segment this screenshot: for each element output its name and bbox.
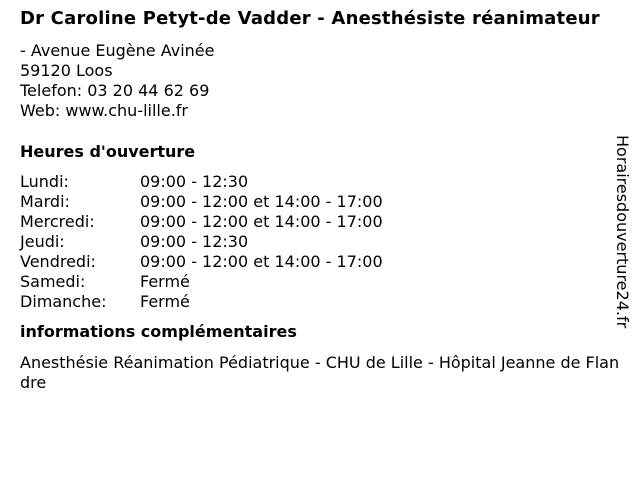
- info-text: Anesthésie Réanimation Pédiatrique - CHU de Lille - Hôpital Jeanne de Flandre: [20, 353, 620, 392]
- hours-row-mercredi: [20, 212, 610, 232]
- hours-time: Fermé: [140, 272, 190, 291]
- site-brand-label: Horairesdouverture24.fr: [613, 135, 632, 329]
- hours-row-mardi: [20, 192, 610, 212]
- website-link[interactable]: www.chu-lille.fr: [65, 101, 189, 120]
- hours-row-dimanche: [20, 292, 610, 312]
- hours-day: Dimanche:: [20, 292, 107, 311]
- hours-day: Lundi:: [20, 172, 69, 191]
- hours-row-samedi: [20, 272, 610, 292]
- website-line: [20, 101, 610, 121]
- hours-time: 09:00 - 12:30: [140, 172, 249, 191]
- hours-table: [20, 172, 610, 312]
- website-label: Web:: [20, 101, 66, 120]
- hours-time: 09:00 - 12:30: [140, 232, 249, 251]
- address-block: [20, 41, 610, 121]
- business-listing: [20, 8, 620, 393]
- hours-time: 09:00 - 12:00 et 14:00 - 17:00: [140, 252, 383, 271]
- hours-time: Fermé: [140, 292, 190, 311]
- hours-heading: Heures d'ouverture: [20, 142, 196, 161]
- hours-day: Mardi:: [20, 192, 70, 211]
- hours-time: 09:00 - 12:00 et 14:00 - 17:00: [140, 212, 383, 231]
- city-address: 59120 Loos: [20, 61, 113, 80]
- hours-row-lundi: [20, 172, 610, 192]
- street-address: - Avenue Eugène Avinée: [20, 41, 215, 60]
- hours-day: Jeudi:: [20, 232, 65, 251]
- hours-row-vendredi: [20, 252, 610, 272]
- hours-day: Samedi:: [20, 272, 86, 291]
- page-title: Dr Caroline Petyt-de Vadder - Anesthésiste réanimateur: [20, 8, 600, 29]
- hours-day: Vendredi:: [20, 252, 96, 271]
- phone-number[interactable]: Telefon: 03 20 44 62 69: [20, 81, 210, 100]
- info-heading: informations complémentaires: [20, 322, 297, 341]
- hours-day: Mercredi:: [20, 212, 95, 231]
- hours-time: 09:00 - 12:00 et 14:00 - 17:00: [140, 192, 383, 211]
- hours-row-jeudi: [20, 232, 610, 252]
